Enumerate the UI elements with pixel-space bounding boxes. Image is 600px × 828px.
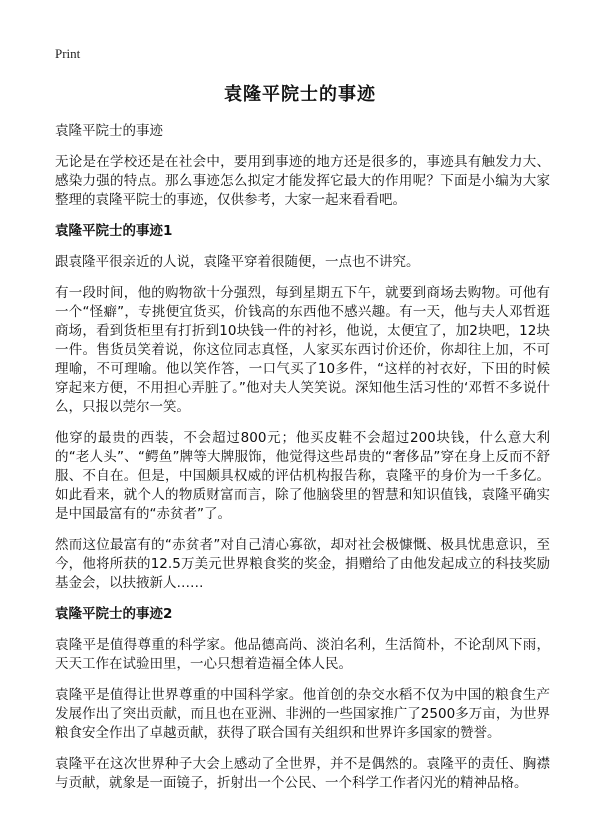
section-heading: 袁隆平院士的事迹1 (55, 223, 173, 239)
section-heading: 袁隆平院士的事迹2 (55, 606, 173, 622)
paragraph: 然而这位最富有的“赤贫者”对自己清心寡欲，却对社会极慷慨、极具忧患意识，至今，他将所获的12.5万美元世界粮食奖的奖金，捐赠给了由他发起成立的科技奖励基金会，以扶掖新人…… (55, 537, 550, 591)
paragraph: 有一段时间，他的购物欲十分强烈，每到星期五下午，就要到商场去购物。可他有一个“怪癖”，专挑便宜货买，价钱高的东西他不感兴趣。有一天，他与夫人邓哲逛商场，看到货柜里有打折到10块钱一件的衬衫，他说，太便宜了，加2块吧，12块一件。售货员笑着说，你这位同志真怪，人家买东西讨价还价，你却往上加，不可理喻，不可理喻。他以笑作答，一口气买了10多件，“这样的衬衣好，下田的时候穿起来方便，不用担心弄脏了。”他对夫人笑笑说。深知他生活习性的‘邓哲不多说什么，只报以莞尔一笑。 (55, 285, 550, 415)
paragraph: 袁隆平是值得尊重的科学家。他品德高尚、淡泊名利，生活简朴，不论刮风下雨，天天工作在试验田里，一心只想着造福全体人民。 (55, 637, 550, 672)
page-title: 袁隆平院士的事迹 (224, 84, 376, 105)
article-body (55, 122, 550, 805)
paragraph: 袁隆平在这次世界种子大会上感动了全世界，并不是偶然的。袁隆平的责任、胸襟与贡献，就象是一面镜子，折射出一个公民、一个科学工作者闪光的精神品格。 (55, 756, 550, 791)
paragraph: 他穿的最贵的西装，不会超过800元；他买皮鞋不会超过200块钱，什么意大利的“老人头”、“鳄鱼”牌等大牌服饰，他觉得这些昂贵的“奢侈品”穿在身上反而不舒服、不自在。但是，中国颇具权威的评估机构报告称，袁隆平的身价为一千多亿。如此看来，就个人的物质财富而言，除了他脑袋里的智慧和知识值钱，袁隆平确实是中国最富有的“赤贫者”了。 (55, 430, 550, 522)
paragraph: 袁隆平是值得让世界尊重的中国科学家。他首创的杂交水稻不仅为中国的粮食生产发展作出了突出贡献，而且也在亚洲、非洲的一些国家推广了2500多万亩，为世界粮食安全作出了卓越贡献，获得了联合国有关组织和世界许多国家的赞誉。 (55, 687, 550, 741)
paragraph: 跟袁隆平很亲近的人说，袁隆平穿着很随便，一点也不讲究。 (55, 254, 420, 270)
article-subtitle: 袁隆平院士的事迹 (55, 123, 163, 139)
print-link[interactable]: Print (55, 46, 81, 61)
intro-paragraph: 无论是在学校还是在社会中，要用到事迹的地方还是很多的，事迹具有触发力大、感染力强的特点。那么事迹怎么拟定才能发挥它最大的作用呢？下面是小编为大家整理的袁隆平院士的事迹，仅供参考，大家一起来看看吧。 (55, 154, 550, 208)
